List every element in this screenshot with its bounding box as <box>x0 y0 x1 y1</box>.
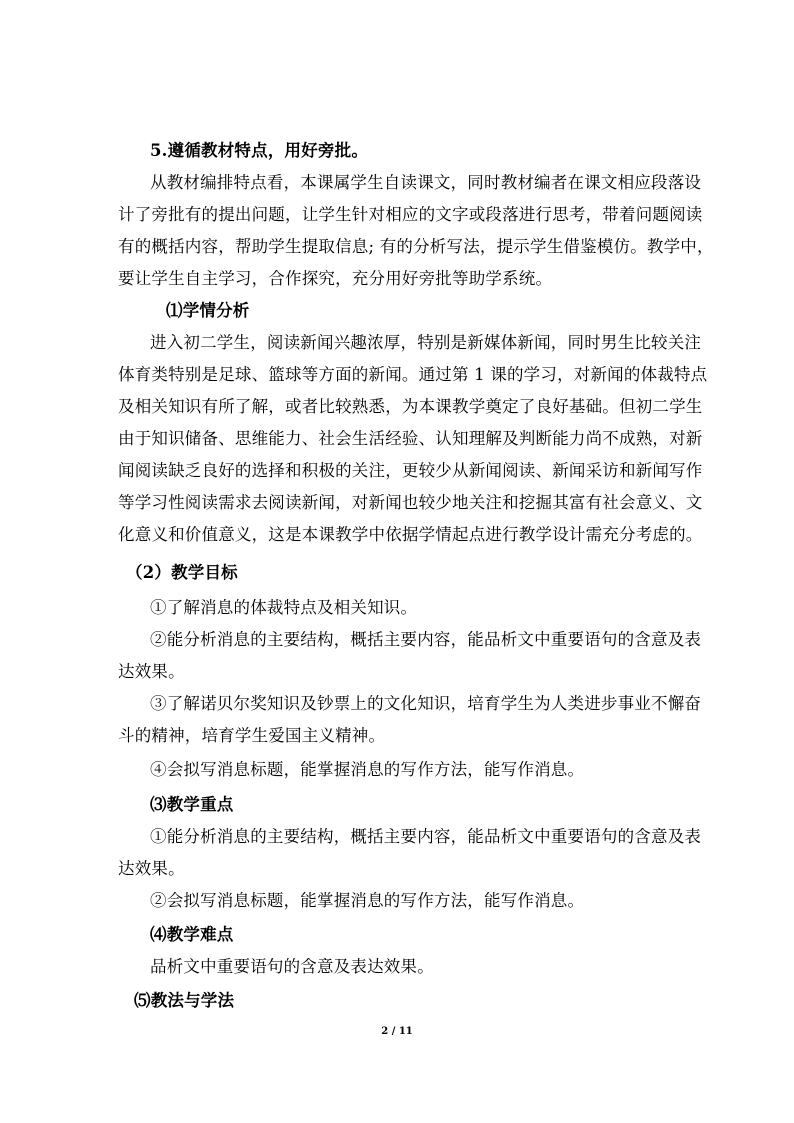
list-item: ②能分析消息的主要结构，概括主要内容，能品析文中重要语句的含意及表 <box>150 630 702 649</box>
paragraph-line: 品析文中重要语句的含意及表达效果。 <box>150 957 434 976</box>
section-title-difficulties: ⑷教学难点 <box>150 925 234 944</box>
list-item: ②会拟写消息标题，能掌握消息的写作方法，能写作消息。 <box>150 891 585 910</box>
section-title-methods: ⑸教法与学法 <box>134 991 235 1010</box>
paragraph-line: 有的概括内容，帮助学生提取信息; 有的分析写法，提示学生借鉴模仿。教学中， <box>118 237 714 256</box>
paragraph-line: 及相关知识有所了解，或者比较熟悉，为本课教学奠定了良好基础。但初二学生 <box>118 397 703 416</box>
section-title-teaching-goals: （2）教学目标 <box>126 563 238 582</box>
list-item-continuation: 达效果。 <box>118 662 185 681</box>
paragraph-line: 体育类特别是足球、篮球等方面的新闻。通过第 1 课的学习，对新闻的体裁特点 <box>118 365 708 384</box>
list-item-continuation: 斗的精神，培育学生爱国主义精神。 <box>118 726 386 745</box>
paragraph-line: 化意义和价值意义，这是本课教学中依据学情起点进行教学设计需充分考虑的。 <box>118 525 703 544</box>
list-item-continuation: 达效果。 <box>118 859 185 878</box>
heading-5: 5.遵循教材特点，用好旁批。 <box>150 141 369 160</box>
list-item: ①了解消息的体裁特点及相关知识。 <box>150 598 418 617</box>
paragraph-line: 计了旁批有的提出问题，让学生针对相应的文字或段落进行思考，带着问题阅读 <box>118 205 703 224</box>
paragraph-line: 进入初二学生，阅读新闻兴趣浓厚，特别是新媒体新闻，同时男生比较关注 <box>150 333 702 352</box>
page-number: 2 / 11 <box>381 1026 413 1037</box>
list-item: ①能分析消息的主要结构，概括主要内容，能品析文中重要语句的含意及表 <box>150 827 702 846</box>
paragraph-line: 等学习性阅读需求去阅读新闻，对新闻也较少地关注和挖掘其富有社会意义、文 <box>118 493 703 512</box>
list-item: ④会拟写消息标题，能掌握消息的写作方法，能写作消息。 <box>150 760 585 779</box>
section-title-learning-analysis: ⑴学情分析 <box>166 301 250 320</box>
list-item: ③了解诺贝尔奖知识及钞票上的文化知识，培育学生为人类进步事业不懈奋 <box>150 694 702 713</box>
paragraph-line: 由于知识储备、思维能力、社会生活经验、认知理解及判断能力尚不成熟，对新 <box>118 429 703 448</box>
paragraph-line: 闻阅读缺乏良好的选择和积极的关注，更较少从新闻阅读、新闻采访和新闻写作 <box>118 461 703 480</box>
paragraph-line: 从教材编排特点看，本课属学生自读课文，同时教材编者在课文相应段落设 <box>150 173 702 192</box>
paragraph-line: 要让学生自主学习，合作探究，充分用好旁批等助学系统。 <box>118 269 553 288</box>
section-title-key-points: ⑶教学重点 <box>150 795 234 814</box>
